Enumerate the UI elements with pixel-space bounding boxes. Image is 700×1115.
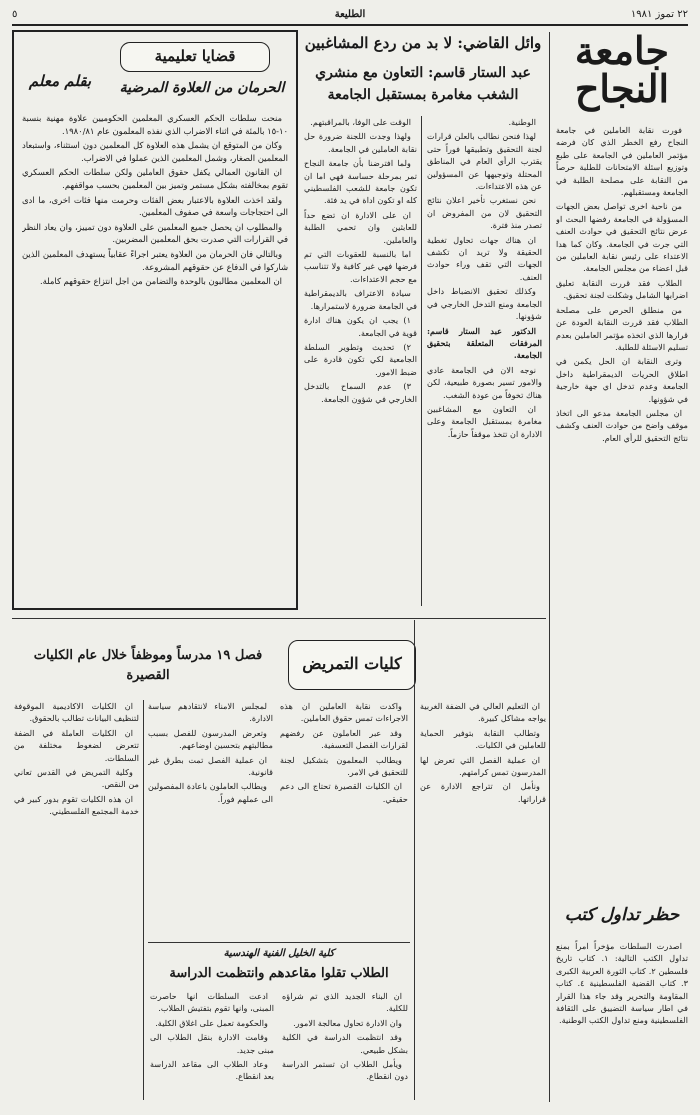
nursing-headline: فصل ١٩ مدرساً وموظفاً خلال عام الكليات القصيرة: [33, 648, 263, 683]
qadaya-label: قضايا تعليمية: [120, 42, 270, 72]
qadaya-byline: بقلم معلم: [28, 72, 92, 90]
paragraph: منحت سلطات الحكم العسكري المعلمين الحكوميين علاوة مهنية بنسبة ١٠-١٥ بالمئة في اثناء الاضراب الذي نفذه المعلمون عام ١٩٨٠/٨١.: [22, 113, 288, 136]
nursing-col-2: [148, 700, 273, 940]
paragraph: اصدرت السلطات مؤخراً امراً بمنع تداول الكتب التالية: ١. كتاب تاريخ فلسطين ٢. كتاب الثورة العربية الكبرى ٣. كتاب القضية الفلسطينية ٤. كتاب المقاومة والتحرير وقد جاء هذا القرار في اطار سياسة التضييق على الثقافة الفلسطينية ومنع تداول الكتب الوطنية.: [556, 941, 688, 1026]
paragraph: ولما افترضنا بأن جامعة النجاح تمر بمرحلة حساسة فهي اما ان تكون جامعة للشعب الفلسطيني كله او تكون اداة في يد فئة.: [304, 158, 417, 206]
paragraph: ان عملية الفصل تمت بطرق غير قانونية.: [148, 754, 273, 778]
paragraph: وتعرض المدرسون للفصل بسبب مطالبتهم بتحسين اوضاعهم.: [148, 727, 273, 751]
paragraph: وتطالب النقابة بتوفير الحماية للعاملين في الكليات.: [420, 727, 546, 751]
paragraph: ان التعليم العالي في الضفة الغربية يواجه مشاكل كبيرة.: [420, 701, 546, 724]
qadi-col-a: [427, 116, 542, 606]
paragraph: وكذلك تحقيق الانضباط داخل الجامعة ومنع التدخل الخارجي في شؤونها.: [427, 286, 542, 322]
column-rule: [549, 32, 550, 1102]
paragraph: لمجلس الامناء لانتقادهم سياسة الادارة.: [148, 701, 273, 724]
paragraph: وكان من المتوقع ان يشمل هذه العلاوة كل المعلمين دون استثناء، واستبعاد المعلمين الصغار، وشمل المعلمين الذين عملوا في الاضراب.: [22, 140, 288, 163]
paragraph: الدكتور عبد الستار قاسم: المرفقات المتعلقة بتحقيق الجامعة.: [427, 325, 542, 361]
paragraph: من منطلق الحرص على مصلحة الطلاب فقد قررت النقابة العودة عن قرارها الذي اتخذه مؤتمر العاملين بعدم تسليم الاسئلة للطلبة.: [556, 304, 688, 352]
najah-article: [556, 124, 688, 834]
qadaya-headline: الحرمان من العلاوة المرضية: [119, 80, 285, 96]
paragraph: وقد عبر العاملون عن رفضهم لقرارات الفصل التعسفية.: [280, 727, 408, 751]
paragraph: لهذا فنحن نطالب بالعلن قرارات لجنة التحقيق وتطبيقها فوراً حتى يقترب الرأي العام في المناطق المحتلة وتوجيهها عن المسؤولين عن هذه الاعتداءات.: [427, 131, 542, 192]
paragraph: وان الادارة تحاول معالجة الامور.: [293, 1017, 402, 1028]
page-number: ٥: [12, 9, 18, 20]
khalil-col-1: [150, 990, 274, 1102]
khalil-headline: الطلاب تقلوا مقاعدهم وانتظمت الدراسة: [169, 966, 389, 981]
paragraph: ان الكليات القصيرة تحتاج الى دعم حقيقي.: [280, 781, 408, 804]
paragraph: واكدت نقابة العاملين ان هذه الاجراءات تمس حقوق العاملين.: [280, 701, 408, 724]
books-headline: حظر تداول كتب: [564, 905, 680, 925]
paragraph: وقامت الادارة بنقل الطلاب الى مبنى جديد.: [150, 1032, 274, 1055]
qadi-headline: وائل القاضي: لا بد من ردع المشاغبين: [304, 34, 542, 52]
paragraph: والحكومة تعمل على اغلاق الكلية.: [155, 1017, 268, 1028]
paragraph: والمطلوب ان يحصل جميع المعلمين على العلاوة دون تمييز، وان يعاد النظر في القرارات التي صدرت بحق المعلمين المضربين.: [22, 221, 288, 245]
paragraph: ويأمل الطلاب ان تستمر الدراسة دون انقطاع.: [282, 1059, 408, 1082]
paragraph: سيادة الاعتراف بالديمقراطية في الجامعة ضرورة لاستمرارها.: [304, 288, 417, 311]
khalil-col-2: [282, 990, 408, 1102]
paragraph: الوقت على الوفا، بالمراقبتهم.: [310, 117, 411, 127]
paragraph: الوطنية.: [508, 117, 536, 127]
paragraph: ٢) تحديث وتطوير السلطة الجامعية لكي تكون قادرة على ضبط الامور.: [304, 341, 417, 377]
paragraph: ٣) عدم السماح بالتدخل الخارجي في شؤون الجامعة.: [304, 381, 417, 404]
section-rule: [148, 942, 410, 943]
paragraph: نحن نستغرب تأخير اعلان نتائج التحقيق لان من المفروض ان تصدر منذ فترة.: [427, 195, 542, 231]
paragraph: ان البناء الجديد الذي تم شراؤه للكلية.: [282, 991, 408, 1014]
page-header: [12, 8, 688, 26]
nursing-col-4: [420, 700, 546, 1100]
paragraph: الطلاب فقد قررت النقابة تعليق اضرابها الشامل وشكلت لجنة تحقيق.: [556, 277, 688, 301]
qasem-headline: عبد الستار قاسم: التعاون مع منشري الشغب مغامرة بمستقبل الجامعة: [315, 65, 531, 103]
paragraph: وترى النقابة ان الحل يكمن في اطلاق الحريات الديمقراطية داخل الجامعة وعدم تدخل اي جهة خارجية في شؤونها.: [556, 356, 688, 404]
paragraph: ويطالب العاملون باعادة المفصولين الى عملهم فوراً.: [148, 781, 273, 804]
paragraph: ان القانون العمالي يكفل حقوق العاملين ولكن سلطات الحكم العسكري تقوم بمخالفته بشكل مستمر وتميز بين المعلمين بحسب مواقفهم.: [22, 167, 288, 190]
paragraph: وعاد الطلاب الى مقاعد الدراسة بعد انقطاع.: [150, 1059, 274, 1082]
paragraph: ادعت السلطات انها حاصرت المبنى، وانها تقوم بتفتيش الطلاب.: [150, 991, 274, 1014]
najah-title: جامعة النجاح: [574, 28, 670, 111]
paragraph: ان هناك جهات تحاول تغطية الحقيقة ولا تريد ان تكشف الجهات التي تقف وراء حوادث العنف.: [427, 234, 542, 282]
qadi-col-b: [304, 116, 417, 606]
paragraph: وبالتالي فان الحرمان من العلاوة يعتبر اجراءً عقابياً يستهدف المعلمين الذين شاركوا في الدفاع عن حقوقهم المشروعة.: [22, 248, 288, 272]
paragraph: ويطالب المعلمون بتشكيل لجنة للتحقيق في الامر.: [280, 754, 408, 778]
column-rule: [414, 620, 415, 1100]
paragraph: ولهذا وجدت اللجنة ضرورة حل نقابة العاملين في الجامعة.: [304, 131, 417, 154]
paragraph: ان على الادارة ان تضع حداً للعابثين وان تحمي الطلبة والعاملين.: [304, 209, 417, 245]
section-rule: [12, 618, 546, 619]
nursing-col-3: [280, 700, 408, 940]
paragraph: اما بالنسبة للعقوبات التي تم فرضها فهي غير كافية ولا تتناسب مع حجم الاعتداءات.: [304, 249, 417, 284]
paragraph: ولقد اخذت العلاوة بالاعتبار بعض الفئات وحرمت منها فئات اخرى، ما ادى الى احتجاجات واسعة في صفوف المعلمين.: [22, 194, 288, 218]
paragraph: وقد انتظمت الدراسة في الكلية بشكل طبيعي.: [282, 1032, 408, 1055]
paragraph: ان عملية الفصل التي تعرض لها المدرسون تمس كرامتهم.: [420, 754, 546, 778]
paragraph: ان الكليات العاملة في الضفة تتعرض لضغوط مختلفة من السلطات.: [14, 727, 139, 763]
nursing-col-1: [14, 700, 139, 1100]
paragraph: ان المعلمين مطالبون بالوحدة والتضامن من اجل انتزاع حقوقهم كاملة.: [40, 276, 282, 287]
paper-name: الطليعة: [334, 9, 366, 20]
paragraph: من ناحية اخرى تواصل بعض الجهات المسؤولة في الجامعة رفضها البحث او عرض نتائج التحقيق في حوادث العنف التي جرت في الجامعة. وكان كما هدا الاعتداء على رئيس نقابة العاملين من قبل اعضاء من مجلس الجامعة.: [556, 201, 688, 274]
paragraph: ان الكليات الاكاديمية الموقوفة لتنظيف البيانات تطالب بالحقوق.: [14, 701, 139, 724]
issue-date: ٢٢ تموز ١٩٨١: [630, 9, 688, 20]
books-article: [556, 940, 688, 1100]
paragraph: نوجه الان في الجامعة عادي والامور تسير بصورة طبيعية، لكن هناك تخوفاً من عودة الشغب.: [427, 364, 542, 400]
paragraph: فورت نقابة العاملين في جامعة النجاح رفع الخطر الذي كان فرضه مؤتمر العاملين في الجامعة على طبع وتوزيع اسئلة الامتحانات للطلبة حرصاً من النقابة على مصلحة الطلبة في الجامعة ومستقبلهم.: [556, 125, 688, 198]
qadaya-body: [22, 112, 288, 604]
paragraph: ان التعاون مع المشاغبين مغامرة بمستقبل الجامعة وعلى الادارة ان تتخذ موقفاً حازماً.: [427, 403, 542, 439]
paragraph: ونأمل ان تتراجع الادارة عن قراراتها.: [420, 781, 546, 804]
nursing-label: كليات التمريض: [288, 640, 416, 690]
paragraph: ان هذه الكليات تقوم بدور كبير في خدمة المجتمع الفلسطيني.: [14, 793, 139, 817]
column-rule: [421, 116, 422, 606]
paragraph: ١) يجب ان يكون هناك ادارة قوية في الجامعة.: [304, 315, 417, 338]
paragraph: ان مجلس الجامعة مدعو الى اتخاذ موقف واضح من حوادث العنف وكشف نتائج التحقيق للرأي العام.: [556, 407, 688, 443]
khalil-label: كلية الخليل الفنية الهندسية: [223, 948, 335, 959]
column-rule: [143, 700, 144, 1100]
paragraph: وكلية التمريض في القدس تعاني من النقص.: [14, 767, 139, 790]
